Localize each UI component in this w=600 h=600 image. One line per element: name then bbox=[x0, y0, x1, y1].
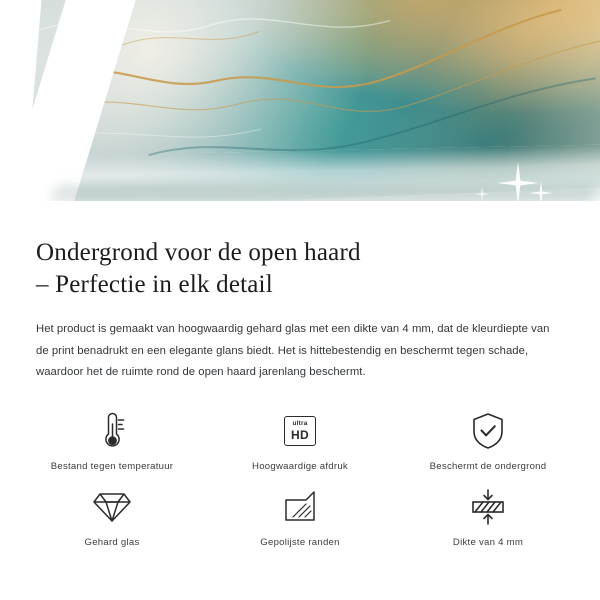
shield-check-icon bbox=[469, 410, 507, 452]
ultra-hd-top-text: ultra bbox=[292, 420, 308, 428]
page-title-line-2: – Perfectie in elk detail bbox=[36, 271, 273, 298]
thickness-arrows-icon bbox=[468, 486, 508, 528]
feature-item bbox=[394, 486, 582, 548]
ultra-hd-bottom-text: HD bbox=[291, 427, 309, 442]
feature-label: Bestand tegen temperatuur bbox=[50, 461, 174, 473]
feature-item bbox=[394, 410, 582, 472]
image-bottom-mask bbox=[0, 201, 600, 215]
polished-edges-icon bbox=[282, 486, 318, 528]
feature-item bbox=[206, 486, 394, 548]
diamond-icon bbox=[92, 486, 132, 528]
page-title bbox=[36, 237, 564, 301]
feature-grid bbox=[0, 410, 600, 548]
page-title-line-1: Ondergrond voor de open haard bbox=[36, 239, 361, 266]
feature-item bbox=[18, 410, 206, 472]
feature-label: Dikte van 4 mm bbox=[452, 537, 524, 549]
thermometer-icon bbox=[95, 410, 129, 452]
feature-item bbox=[206, 410, 394, 472]
hero-product-image bbox=[0, 0, 600, 215]
feature-label: Gepolijste randen bbox=[260, 537, 340, 549]
feature-label: Hoogwaardige afdruk bbox=[252, 461, 348, 473]
feature-label: Gehard glas bbox=[84, 537, 140, 549]
text-content bbox=[0, 215, 600, 384]
product-description: Het product is gemaakt van hoogwaardig gehard glas met een dikte van 4 mm, dat de kleurdiepte van de print benadrukt en een elegante glans biedt. Het is hittebestendig en beschermt tegen schade, waardoor het de ruimte rond de open haard jarenlang beschermt. bbox=[36, 323, 550, 379]
ultra-hd-icon bbox=[284, 410, 316, 452]
feature-item bbox=[18, 486, 206, 548]
feature-label: Beschermt de ondergrond bbox=[429, 461, 547, 473]
